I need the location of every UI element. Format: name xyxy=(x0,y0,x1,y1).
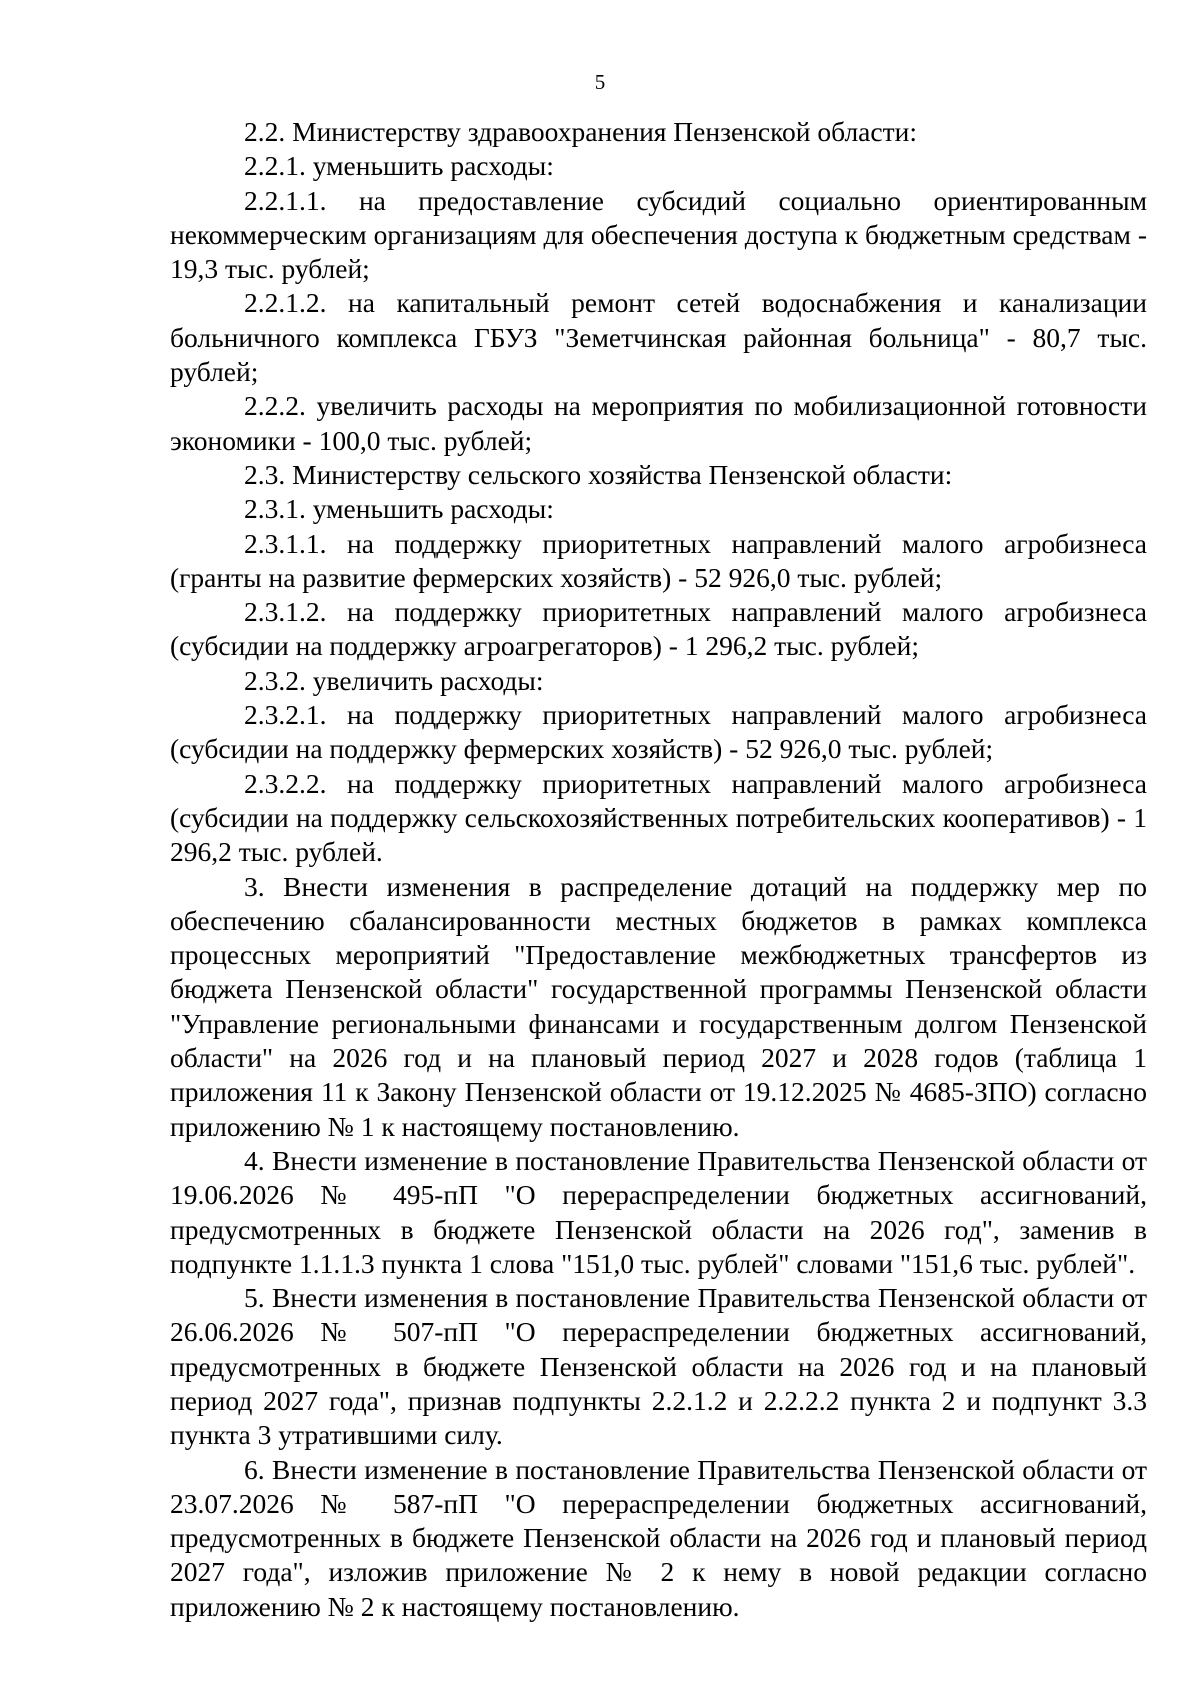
paragraph-2-2-1-1: 2.2.1.1. на предоставление субсидий социально ориентированным некоммерческим организациям для обеспечения доступа к бюджетным средствам - 19,3 тыс. рублей; xyxy=(170,184,1147,285)
paragraph-2-2-2: 2.2.2. увеличить расходы на мероприятия по мобилизационной готовности экономики - 100,0 тыс. рублей; xyxy=(170,390,1147,456)
paragraph-3: 3. Внести изменения в распределение дотаций на поддержку мер по обеспечению сбалансированности местных бюджетов в рамках комплекса процессных мероприятий "Предоставление межбюджетных трансфертов из бюджета Пензенской области" государственной программы Пензенской области "Управление региональными финансами и государственным долгом Пензенской области" на 2026 год и на плановый период 2027 и 2028 годов (таблица 1 приложения 11 к Закону Пензенской области от 19.12.2025 № 4685-ЗПО) согласно приложению № 1 к настоящему постановлению. xyxy=(170,870,1147,1142)
paragraph-2-2-1: 2.2.1. уменьшить расходы: xyxy=(244,150,554,182)
paragraph-2-2-1-2: 2.2.1.2. на капитальный ремонт сетей водоснабжения и канализации больничного комплекса ГБУЗ "Земетчинская районная больница" - 80,7 тыс. рублей; xyxy=(170,287,1147,388)
paragraph-2-3-2-2: 2.3.2.2. на поддержку приоритетных направлений малого агробизнеса (субсидии на поддержку сельскохозяйственных потребительских кооперативов) - 1 296,2 тыс. рублей. xyxy=(170,767,1147,868)
paragraph-6: 6. Внести изменение в постановление Правительства Пензенской области от 23.07.2026 № 587-пП "О перераспределении бюджетных ассигнований, предусмотренных в бюджете Пензенской области на 2026 год и плановый период 2027 года", изложив приложение № 2 к нему в новой редакции согласно приложению № 2 к настоящему постановлению. xyxy=(170,1453,1147,1622)
paragraph-2-3-2: 2.3.2. увеличить расходы: xyxy=(244,664,544,696)
paragraph-5: 5. Внести изменения в постановление Правительства Пензенской области от 26.06.2026 № 507-пП "О перераспределении бюджетных ассигнований, предусмотренных в бюджете Пензенской области на 2026 год и на плановый период 2027 года", признав подпункты 2.2.1.2 и 2.2.2.2 пункта 2 и подпункт 3.3 пункта 3 утратившими силу. xyxy=(170,1282,1147,1451)
paragraph-2-3-1: 2.3.1. уменьшить расходы: xyxy=(244,493,554,525)
paragraph-2-3: 2.3. Министерству сельского хозяйства Пензенской области: xyxy=(244,458,953,490)
page-number: 5 xyxy=(594,70,606,94)
paragraph-4: 4. Внести изменение в постановление Правительства Пензенской области от 19.06.2026 № 495-пП "О перераспределении бюджетных ассигнований, предусмотренных в бюджете Пензенской области на 2026 год", заменив в подпункте 1.1.1.3 пункта 1 слова "151,0 тыс. рублей" словами "151,6 тыс. рублей". xyxy=(170,1144,1147,1279)
paragraph-2-2: 2.2. Министерству здравоохранения Пензенской области: xyxy=(244,116,917,147)
paragraph-2-3-1-1: 2.3.1.1. на поддержку приоритетных направлений малого агробизнеса (гранты на развитие фермерских хозяйств) - 52 926,0 тыс. рублей; xyxy=(170,527,1147,593)
document-body xyxy=(170,115,1147,1624)
paragraph-2-3-2-1: 2.3.2.1. на поддержку приоритетных направлений малого агробизнеса (субсидии на поддержку фермерских хозяйств) - 52 926,0 тыс. рублей; xyxy=(170,699,1147,765)
paragraph-2-3-1-2: 2.3.1.2. на поддержку приоритетных направлений малого агробизнеса (субсидии на поддержку агроагрегаторов) - 1 296,2 тыс. рублей; xyxy=(170,596,1147,662)
